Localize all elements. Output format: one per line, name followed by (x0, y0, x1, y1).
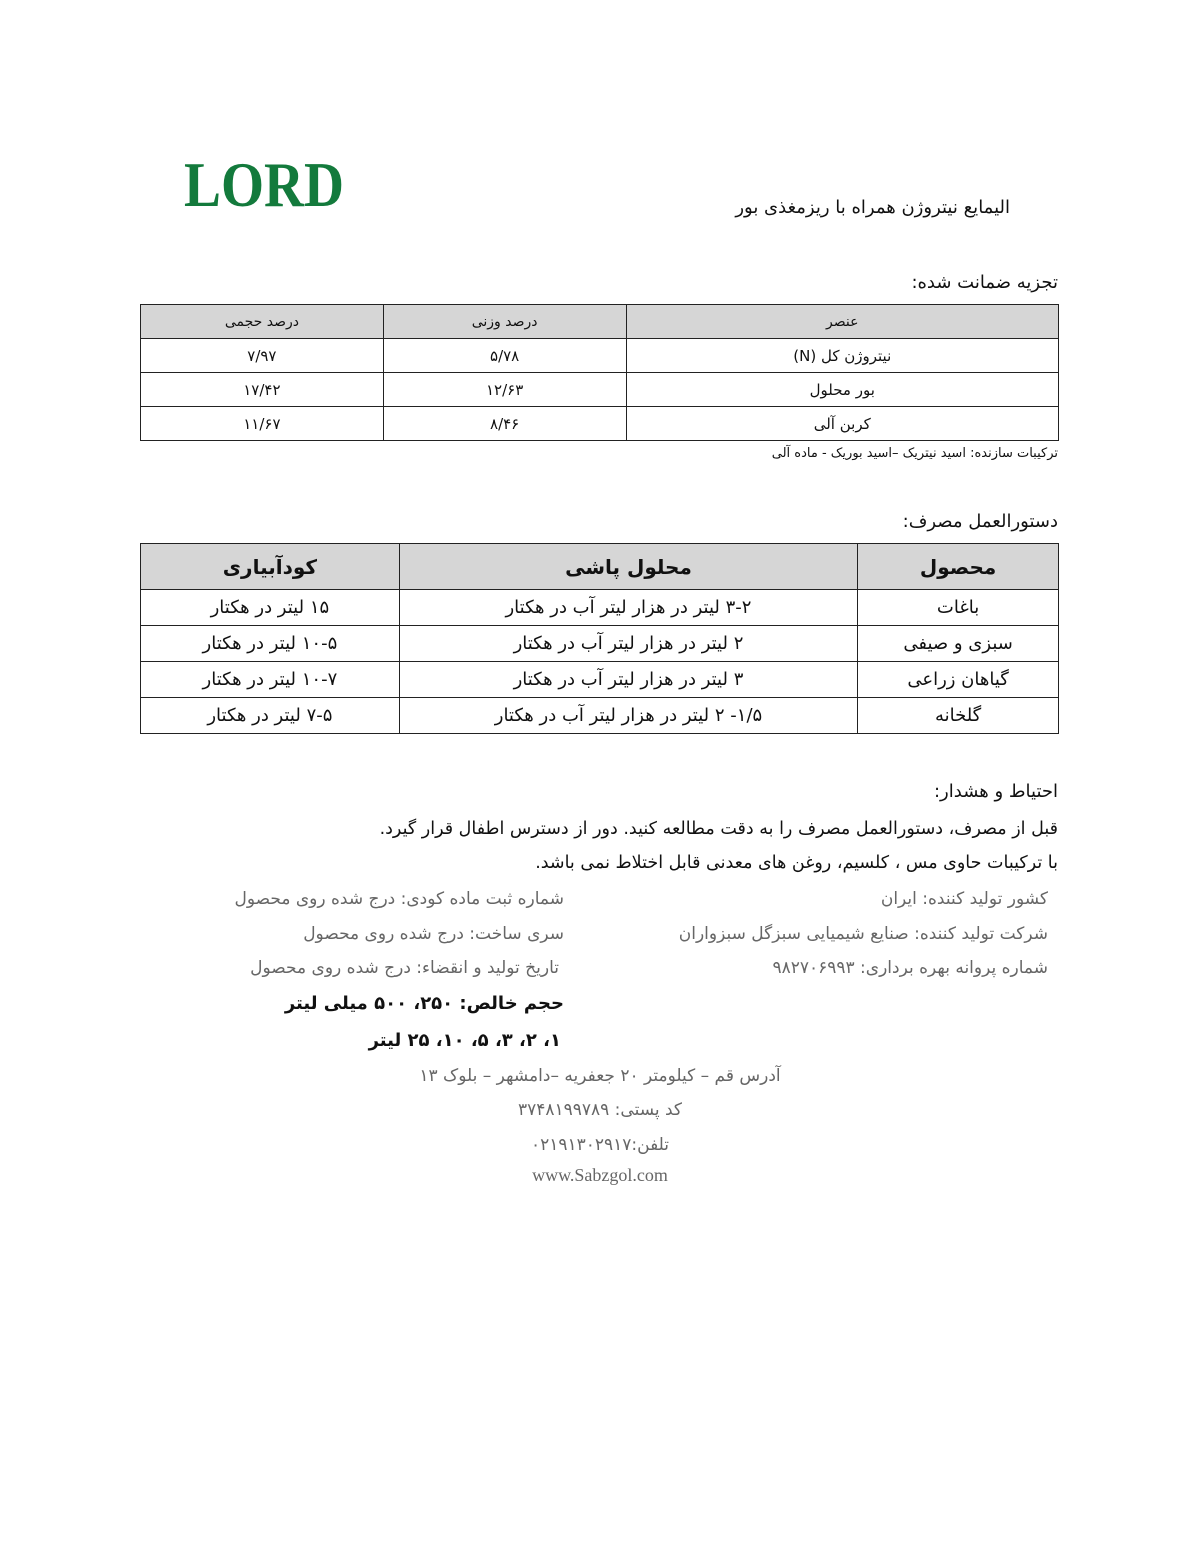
usage-header-fertigation: کودآبیاری (141, 544, 400, 590)
license-number: شماره پروانه بهره برداری: ۹۸۲۷۰۶۹۹۳ (772, 958, 1048, 978)
postal-code: کد پستی: ۳۷۴۸۱۹۹۷۸۹ (517, 1100, 683, 1120)
usage-cell: باغات (858, 590, 1059, 626)
usage-cell: ۱۰-۷ لیتر در هکتار (141, 662, 400, 698)
address: آدرس قم – کیلومتر ۲۰ جعفریه –دامشهر – بلوک ۱۳ (419, 1066, 781, 1086)
analysis-cell: نیتروژن کل (N) (626, 339, 1059, 373)
registration-number: شماره ثبت ماده کودی: درج شده روی محصول (234, 889, 564, 909)
product-title: الیمایع نیتروژن همراه با ریزمغذی بور (735, 197, 1010, 218)
analysis-cell: ۵/۷۸ (383, 339, 626, 373)
table-row (141, 626, 1059, 662)
analysis-header-element: عنصر (626, 305, 1059, 339)
usage-cell: ۱۰-۵ لیتر در هکتار (141, 626, 400, 662)
lord-logo-graphic (182, 148, 352, 216)
analysis-cell: ۷/۹۷ (141, 339, 384, 373)
analysis-cell: ۸/۴۶ (383, 407, 626, 441)
usage-header-row (141, 544, 1059, 590)
usage-cell: ۷-۵ لیتر در هکتار (141, 698, 400, 734)
usage-header-product: محصول (858, 544, 1059, 590)
lord-logo (182, 148, 352, 216)
analysis-header-row (141, 305, 1059, 339)
analysis-table (140, 304, 1059, 441)
usage-cell: ۳ لیتر در هزار لیتر آب در هکتار (399, 662, 857, 698)
analysis-title: تجزیه ضمانت شده: (911, 272, 1058, 293)
usage-cell: ۱/۵- ۲ لیتر در هزار لیتر آب در هکتار (399, 698, 857, 734)
country-of-origin: کشور تولید کننده: ایران (880, 889, 1048, 909)
table-row (141, 407, 1059, 441)
analysis-cell: بور محلول (626, 373, 1059, 407)
usage-title: دستورالعمل مصرف: (902, 511, 1058, 532)
analysis-cell: کربن آلی (626, 407, 1059, 441)
usage-cell: ۲ لیتر در هزار لیتر آب در هکتار (399, 626, 857, 662)
usage-cell: ۳-۲ لیتر در هزار لیتر آب در هکتار (399, 590, 857, 626)
website-link[interactable]: www.Sabzgol.com (532, 1165, 668, 1185)
phone: تلفن:۰۲۱۹۱۳۰۲۹۱۷ (530, 1135, 670, 1155)
usage-cell: ۱۵ لیتر در هکتار (141, 590, 400, 626)
usage-table (140, 543, 1059, 734)
batch-number: سری ساخت: درج شده روی محصول (303, 924, 564, 944)
table-row (141, 698, 1059, 734)
logo-text: LORD (184, 149, 344, 216)
manufacturer: شرکت تولید کننده: صنایع شیمیایی سبزگل سبزواران (678, 924, 1048, 944)
usage-header-spray: محلول پاشی (399, 544, 857, 590)
table-row (141, 662, 1059, 698)
table-row (141, 339, 1059, 373)
net-volume: حجم خالص: ۲۵۰، ۵۰۰ میلی لیتر (284, 993, 564, 1014)
usage-cell: سبزی و صیفی (858, 626, 1059, 662)
usage-cell: گیاهان زراعی (858, 662, 1059, 698)
usage-cell: گلخانه (858, 698, 1059, 734)
production-expiry-date: تاریخ تولید و انقضاء: درج شده روی محصول (250, 958, 559, 978)
net-volume-liters: ۱، ۲، ۳، ۵، ۱۰، ۲۵ لیتر (368, 1030, 561, 1051)
analysis-header-volume: درصد حجمی (141, 305, 384, 339)
warnings-title: احتیاط و هشدار: (933, 781, 1058, 802)
components-note: ترکیبات سازنده: اسید نیتریک –اسید بوریک - ماده آلی (771, 446, 1058, 461)
warning-line: قبل از مصرف، دستورالعمل مصرف را به دقت مطالعه کنید. دور از دسترس اطفال قرار گیرد. (379, 819, 1058, 839)
analysis-header-weight: درصد وزنی (383, 305, 626, 339)
table-row (141, 590, 1059, 626)
analysis-cell: ۱۷/۴۲ (141, 373, 384, 407)
table-row (141, 373, 1059, 407)
analysis-cell: ۱۲/۶۳ (383, 373, 626, 407)
analysis-cell: ۱۱/۶۷ (141, 407, 384, 441)
warning-line: با ترکیبات حاوی مس ، کلسیم، روغن های معدنی قابل اختلاط نمی باشد. (535, 853, 1058, 873)
